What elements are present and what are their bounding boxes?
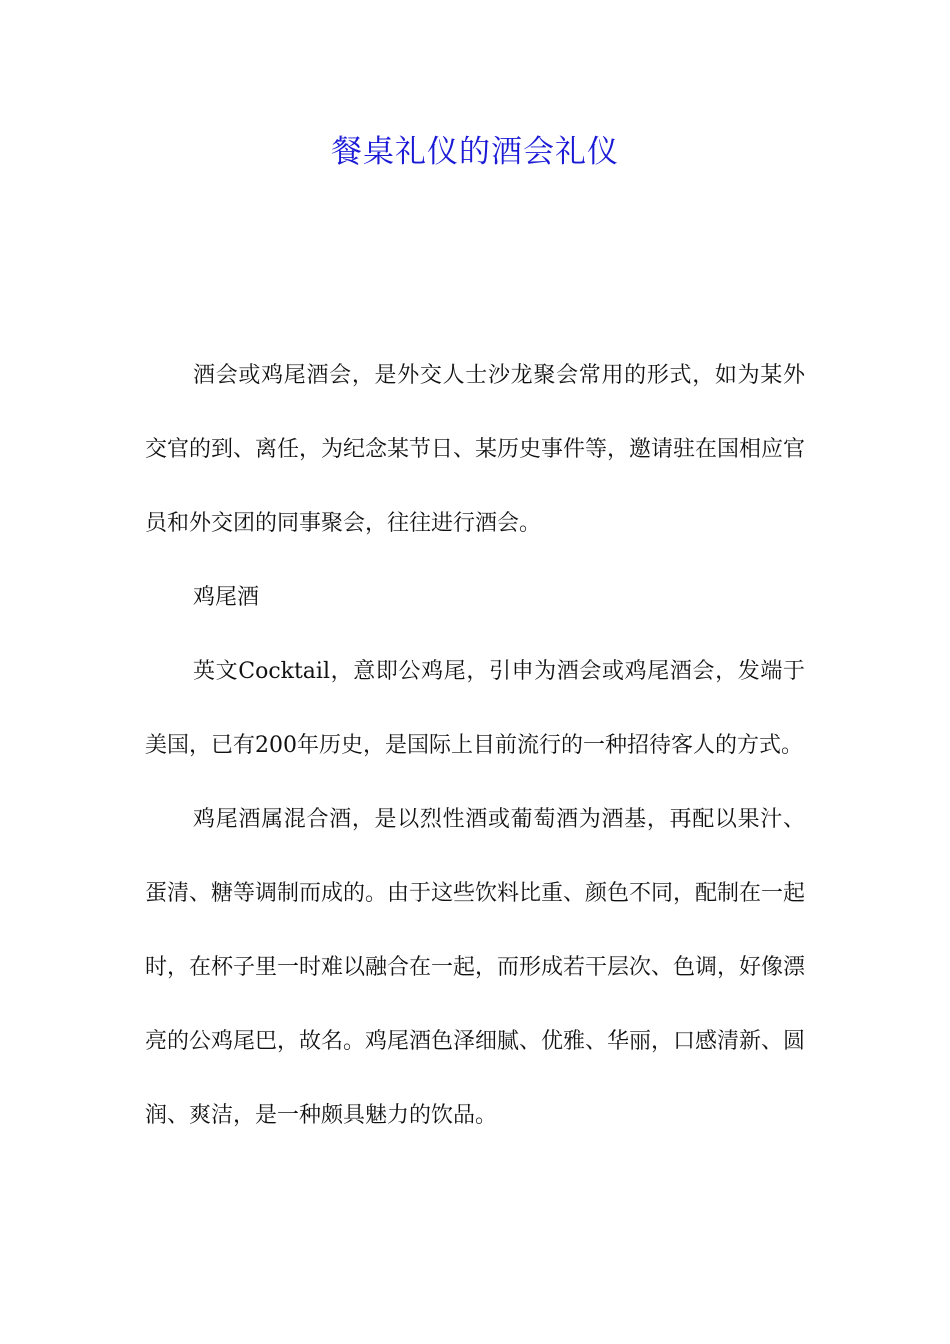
paragraph-cocktail-origin: 英文Cocktail，意即公鸡尾，引申为酒会或鸡尾酒会，发端于美国，已有200年历史，是国际上目前流行的一种招待客人的方式。	[145, 659, 805, 758]
paragraph-intro: 酒会或鸡尾酒会，是外交人士沙龙聚会常用的形式，如为某外交官的到、离任，为纪念某节日、某历史事件等，邀请驻在国相应官员和外交团的同事聚会，往往进行酒会。	[145, 363, 806, 536]
paragraph-heading-cocktail: 鸡尾酒	[193, 585, 260, 610]
paragraph-cocktail-description: 鸡尾酒属混合酒，是以烈性酒或葡萄酒为酒基，再配以果汁、蛋清、糖等调制而成的。由于这些饮料比重、颜色不同，配制在一起时，在杯子里一时难以融合在一起，而形成若干层次、色调，好像漂亮的公鸡尾巴，故名。鸡尾酒色泽细腻、优雅、华丽，口感清新、圆润、爽洁，是一种颇具魅力的饮品。	[145, 807, 806, 1128]
document-body	[145, 339, 805, 1153]
document-title: 餐桌礼仪的酒会礼仪	[331, 134, 619, 170]
